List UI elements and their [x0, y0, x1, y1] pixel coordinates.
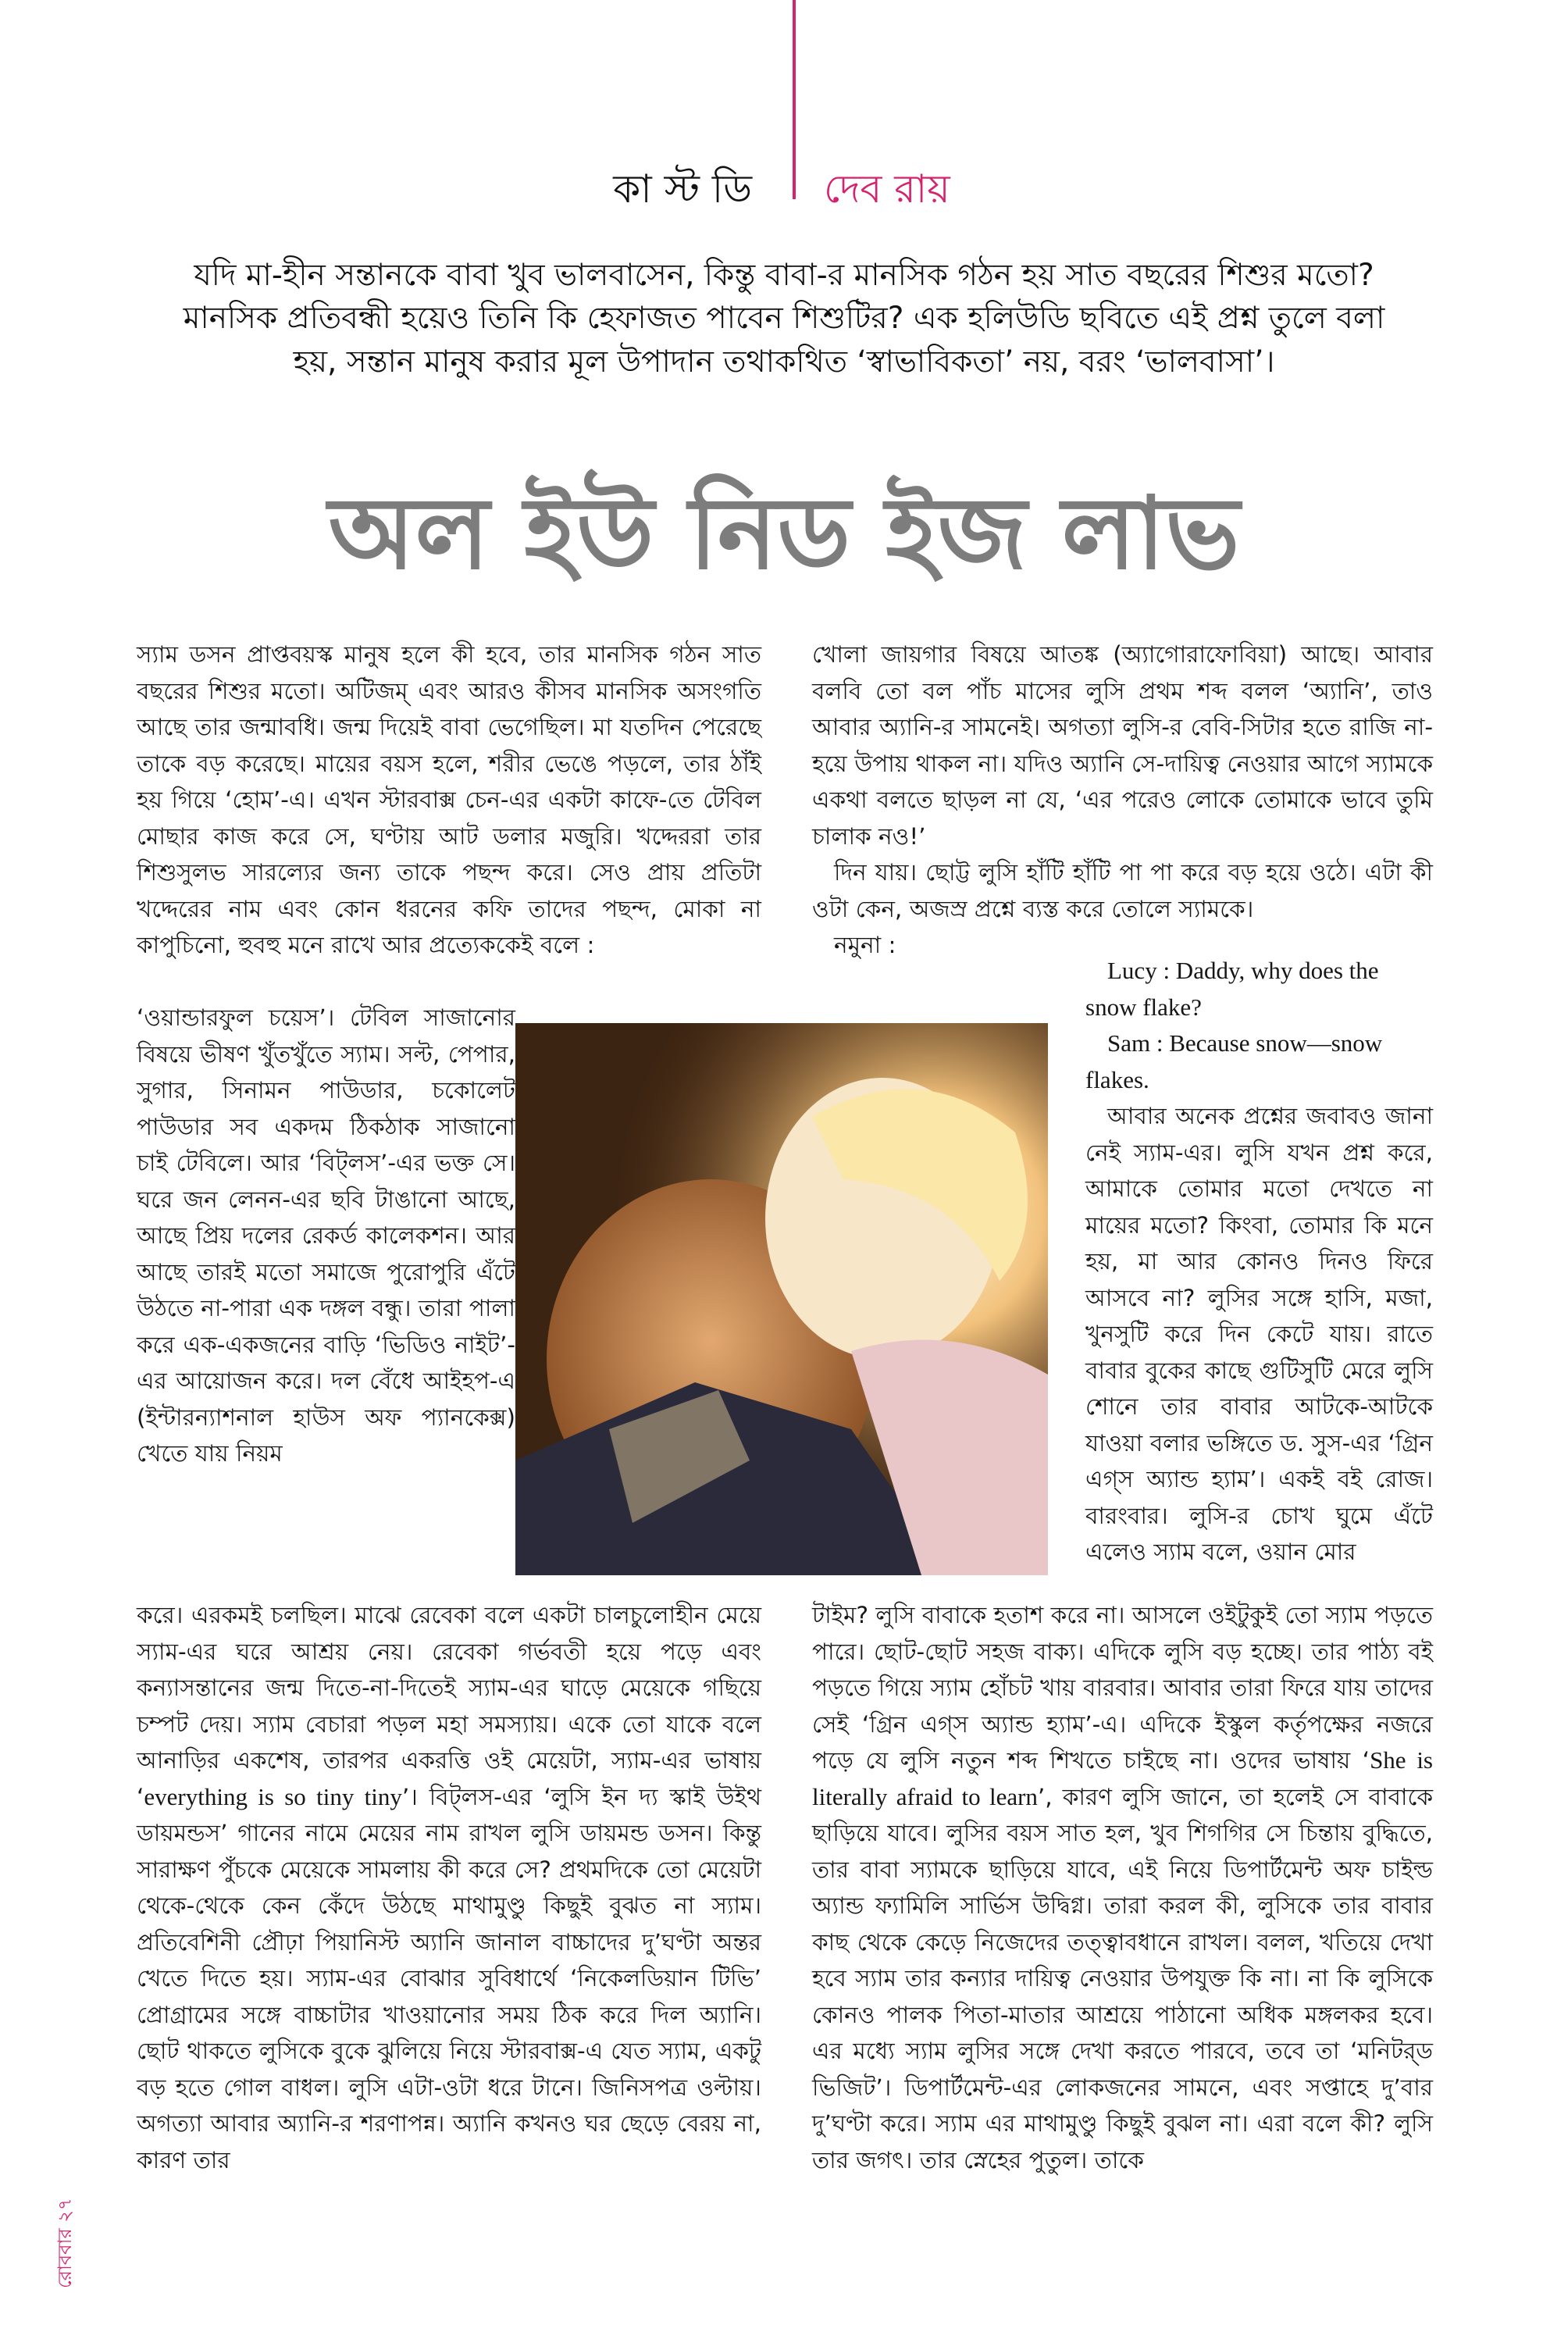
author-byline: দেব রায়	[824, 166, 950, 212]
english-quote: everything is so tiny tiny	[144, 1782, 402, 1810]
dialogue-line: Lucy : Daddy, why does the snow flake?	[1085, 957, 1379, 1021]
paragraph: স্যাম ডসন প্রাপ্তবয়স্ক মানুষ হলে কী হবে, তার মানসিক গঠন সাত বছরের শিশুর মতো। অটিজম্ এবং আরও কীসব মানসিক অসংগতি আছে তার জন্মাবধি। জন্ম দিয়েই বাবা ভেগেছিল। মা যতদিন পেরেছে তাকে বড় করেছে। মায়ের বয়স হলে, শরীর ভেঙে পড়লে, তার ঠাঁই হয় গিয়ে ‘হোম’-এ। এখন স্টারবাক্স চেন-এর একটা কাফে-তে টেবিল মোছার কাজ করে সে, ঘণ্টায় আট ডলার মজুরি। খদ্দেররা তার শিশুসুলভ সারল্যের জন্য তাকে পছন্দ করে। সেও প্রায় প্রতিটা খদ্দেরের নাম এবং কোন ধরনের কফি তাদের পছন্দ, মোকা না কাপুচিনো, হুবহু মনে রাখে আর প্রত্যেককেই বলে :	[137, 641, 761, 958]
paragraph	[812, 1597, 1433, 2178]
right-column-wrap	[1085, 953, 1433, 1571]
paragraph	[137, 1597, 761, 2178]
paragraph-text: টাইম? লুসি বাবাকে হতাশ করে না। আসলে ওইটুকুই তো স্যাম পড়তে পারে। ছোট-ছোট সহজ বাক্য। এদিকে লুসি বড় হচ্ছে। তার পাঠ্য বই পড়তে গিয়ে স্যাম হোঁচট খায় বারবার। আবার তারা ফিরে যায় তাদের সেই ‘গ্রিন এগ্‌স অ্যান্ড হ্যাম’-এ। এদিকে ইস্কুল কর্তৃপক্ষের নজরে পড়ে যে লুসি নতুন শব্দ শিখতে চাইছে না। ওদের ভাষায় ‘	[812, 1602, 1433, 1774]
paragraph: আবার অনেক প্রশ্নের জবাবও জানা নেই স্যাম-এর। লুসি যখন প্রশ্ন করে, আমাকে তোমার মতো দেখতে না মায়ের মতো? কিংবা, তোমার কি মনে হয়, মা আর কোনও দিনও ফিরে আসবে না? লুসির সঙ্গে হাসি, মজা, খুনসুটি করে দিন কেটে যায়। রাতে বাবার বুকের কাছে গুটিসুটি মেরে লুসি শোনে তার বাবার আটকে-আটকে যাওয়া বলার ভঙ্গিতে ড. সুস-এর ‘গ্রিন এগ্‌স অ্যান্ড হ্যাম’। একই বই রোজ। বারংবার। লুসি-র চোখ ঘুমে এঁটে এলেও স্যাম বলে, ওয়ান মোর	[1085, 1103, 1433, 1565]
left-column-bottom	[137, 1597, 761, 2178]
paragraph-text: ’। বিট্‌লস-এর ‘লুসি ইন দ্য স্কাই উইথ ডায়মন্ডস’ গানের নামে মেয়ের নাম রাখল লুসি ডায়মন্ড ডসন। কিন্তু সারাক্ষণ পুঁচকে মেয়েকে সামলায় কী করে সে? প্রথমদিকে তো মেয়েটা থেকে-থেকে কেন কেঁদে উঠছে মাথামুণ্ডু কিছুই বুঝত না স্যাম। প্রতিবেশিনী প্রৌঢ়া পিয়ানিস্ট অ্যানি জানাল বাচ্চাদের দু’ঘণ্টা অন্তর খেতে দিতে হয়। স্যাম-এর বোঝার সুবিধার্থে ‘নিকেলডিয়ান টিভি’ প্রোগ্রামের সঙ্গে বাচ্চাটার খাওয়ানোর সময় ঠিক করে দিল অ্যানি। ছোট থাকতে লুসিকে বুকে ঝুলিয়ে নিয়ে স্টারবাক্স-এ যেত স্যাম, একটু বড় হতে গোল বাধল। লুসি এটা-ওটা ধরে টানে। জিনিসপত্র ওল্টায়। অগত্যা আবার অ্যানি-র শরণাপন্ন। অ্যানি কখনও ঘর ছেড়ে বেরয় না, কারণ তার	[137, 1783, 761, 2173]
paragraph: খোলা জায়গার বিষয়ে আতঙ্ক (অ্যাগোরাফোবিয়া) আছে। আবার বলবি তো বল পাঁচ মাসের লুসি প্রথম শব্দ বলল ‘অ্যানি’, তাও আবার অ্যানি-র সামনেই। অগত্যা লুসি-র বেবি-সিটার হতে রাজি না-হয়ে উপায় থাকল না। যদিও অ্যানি সে-দায়িত্ব নেওয়ার আগে স্যামকে একথা বলতে ছাড়ল না যে, ‘এর পরেও লোকে তোমাকে ভাবে তুমি চালাক নও!’	[812, 641, 1433, 850]
left-column-top	[137, 637, 761, 964]
left-column-wrap	[137, 1000, 515, 1472]
paragraph: ‘ওয়ান্ডারফুল চয়েস’। টেবিল সাজানোর বিষয়ে ভীষণ খুঁতখুঁতে স্যাম। সল্ট, পেপার, সুগার, সিনামন পাউডার, চকোলেট পাউডার সব একদম ঠিকঠাক সাজানো চাই টেবিলে। আর ‘বিট্‌লস’-এর ভক্ত সে। ঘরে জন লেনন-এর ছবি টাঙানো আছে, আছে প্রিয় দলের রেকর্ড কালেকশন। আর আছে তারই মতো সমাজে পুরোপুরি এঁটে উঠতে না-পারা এক দঙ্গল বন্ধু। তারা পালা করে এক-একজনের বাড়ি ‘ভিডিও নাইট’-এর আয়োজন করে। দল বেঁধে আইহপ-এ (ইন্টারন্যাশনাল হাউস অফ প্যানকেক্স) খেতে যায় নিয়ম	[137, 1004, 515, 1467]
father-daughter-photo	[515, 1023, 1048, 1575]
paragraph-text: করে। এরকমই চলছিল। মাঝে রেবেকা বলে একটা চালচুলোহীন মেয়ে স্যাম-এর ঘরে আশ্রয় নেয়। রেবেকা গর্ভবতী হয়ে পড়ে এবং কন্যাসন্তানের জন্ম দিতে-না-দিতেই স্যাম-এর ঘাড়ে মেয়েকে গছিয়ে চম্পট দেয়। স্যাম বেচারা পড়ল মহা সমস্যায়। একে তো যাকে বলে আনাড়ির একশেষ, তারপর একরত্তি ওই মেয়েটা, স্যাম-এর ভাষায় ‘	[137, 1602, 761, 1810]
standfirst: যদি মা-হীন সন্তানকে বাবা খুব ভালবাসেন, কিন্তু বাবা-র মানসিক গঠন হয় সাত বছরের শিশুর মতো? মানসিক প্রতিবন্ধী হয়েও তিনি কি হেফাজত পাবেন শিশুটির? এক হলিউডি ছবিতে এই প্রশ্ন তুলে বলা হয়, সন্তান মানুষ করার মূল উপাদান তথাকথিত ‘স্বাভাবিকতা’ নয়, বরং ‘ভালবাসা’।	[183, 258, 1385, 380]
article-headline: অল ইউ নিড ইজ লাভ	[328, 476, 1240, 592]
section-label: কা স্ট ডি	[613, 166, 752, 212]
paragraph-text: ’, কারণ লুসি জানে, তা হলেই সে বাবাকে ছাড়িয়ে যাবে। লুসির বয়স সাত হল, খুব শিগগির সে চিন্তায় বুদ্ধিতে, তার বাবা স্যামকে ছাড়িয়ে যাবে, এই নিয়ে ডিপার্টমেন্ট অফ চাইল্ড অ্যান্ড ফ্যামিলি সার্ভিস উদ্বিগ্ন। তারা করল কী, লুসিকে তার বাবার কাছ থেকে কেড়ে নিজেদের তত্ত্বাবধানে রাখল। বলল, খতিয়ে দেখা হবে স্যাম তার কন্যার দায়িত্ব নেওয়ার উপযুক্ত কি না। না কি লুসিকে কোনও পালক পিতা-মাতার আশ্রয়ে পাঠানো অধিক মঙ্গলকর হবে। এর মধ্যে স্যাম লুসির সঙ্গে দেখা করতে পারবে, তবে তা ‘মনিটর্‌ড ভিজিট’। ডিপার্টমেন্ট-এর লোকজনের সামনে, এবং সপ্তাহে দু’বার দু’ঘণ্টা করে। স্যাম এর মাথামুণ্ডু কিছুই বুঝল না। এরা বলে কী? লুসি তার জগৎ। তার স্নেহের পুতুল। তাকে	[812, 1783, 1433, 2173]
dialogue-line: Sam : Because snow—snow flakes.	[1085, 1029, 1383, 1093]
page-folio: রোববার ২৭	[54, 2198, 76, 2288]
right-column-top	[812, 637, 1433, 964]
photo-illustration	[515, 1023, 1048, 1575]
right-column-bottom	[812, 1597, 1433, 2178]
sample-label: নমুনা :	[834, 932, 896, 958]
english-quote: She is literally afraid to learn	[812, 1746, 1433, 1810]
paragraph: দিন যায়। ছোট্ট লুসি হাঁটি হাঁটি পা পা করে বড় হয়ে ওঠে। এটা কী ওটা কেন, অজস্র প্রশ্নে ব্যস্ত করে তোলে স্যামকে।	[812, 859, 1433, 922]
